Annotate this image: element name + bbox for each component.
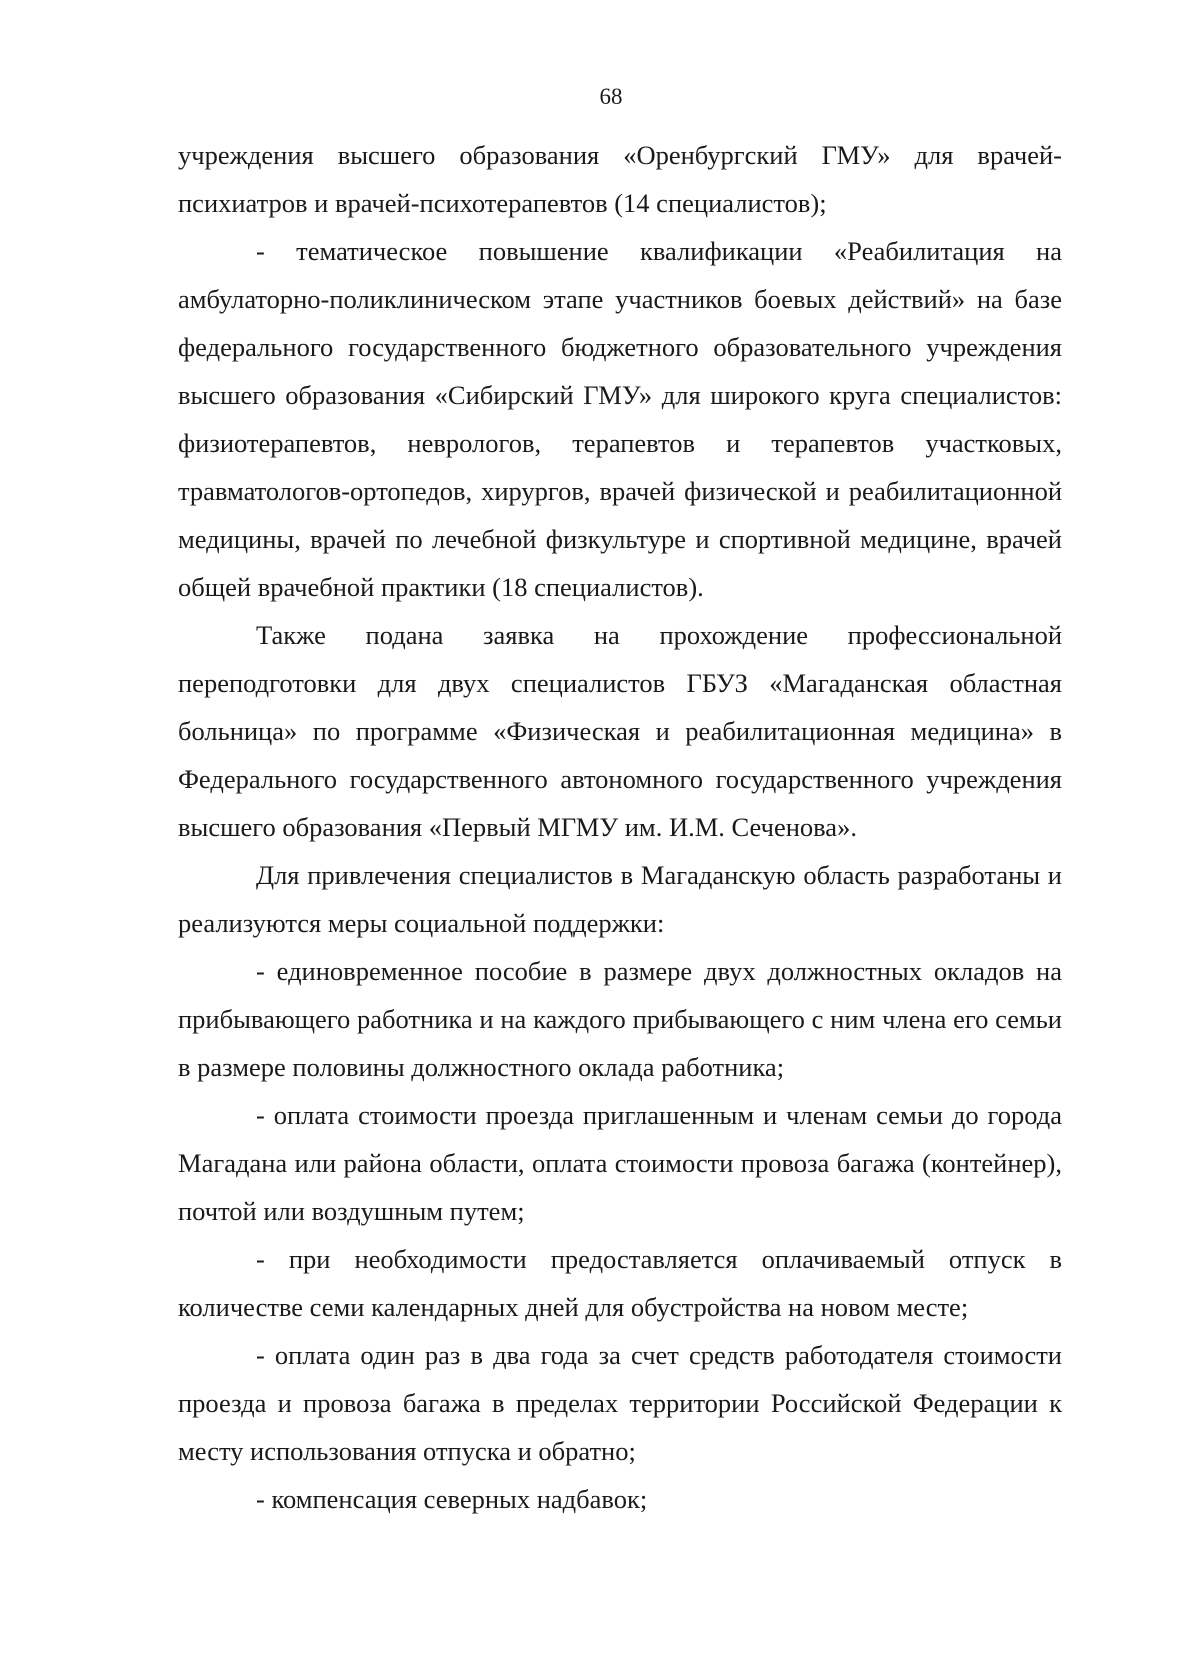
list-item-thematic-training: - тематическое повышение квалификации «Реабилитация на амбулаторно-поликлиническом этапе участников боевых действий» на базе федерального государственного бюджетного образовательного учреждения высшего образования «Сибирский ГМУ» для широкого круга специалистов: физиотерапевтов, неврологов, терапевтов и терапевтов участковых, травматологов-ортопедов, хирургов, врачей физической и реабилитационной медицины, врачей по лечебной физкультуре и спортивной медицине, врачей общей врачебной практики (18 специалистов). (178, 236, 1062, 602)
list-item-vacation-travel: - оплата один раз в два года за счет средств работодателя стоимости проезда и провоза багажа в пределах территории Российской Федерации к месту использования отпуска и обратно; (178, 1340, 1062, 1466)
list-item-northern-allowance: - компенсация северных надбавок; (256, 1484, 648, 1514)
paragraph-retraining-application: Также подана заявка на прохождение профессиональной переподготовки для двух специалистов ГБУЗ «Магаданская областная больница» по программе «Физическая и реабилитационная медицина» в Федерального государственного автономного государственного учреждения высшего образования «Первый МГМУ им. И.М. Сеченова». (178, 620, 1062, 842)
list-item-travel-payment: - оплата стоимости проезда приглашенным и членам семьи до города Магадана или района области, оплата стоимости провоза багажа (контейнер), почтой или воздушным путем; (178, 1100, 1062, 1226)
paragraph-continuation: учреждения высшего образования «Оренбургский ГМУ» для врачей-психиатров и врачей-психотерапевтов (14 специалистов); (178, 140, 1062, 218)
list-item-paid-leave: - при необходимости предоставляется оплачиваемый отпуск в количестве семи календарных дней для обустройства на новом месте; (178, 1244, 1062, 1322)
page-number: 68 (599, 84, 623, 109)
document-body (178, 131, 1062, 1523)
paragraph-support-measures-intro: Для привлечения специалистов в Магаданскую область разработаны и реализуются меры социальной поддержки: (178, 860, 1062, 938)
list-item-lump-sum-allowance: - единовременное пособие в размере двух должностных окладов на прибывающего работника и на каждого прибывающего с ним члена его семьи в размере половины должностного оклада работника; (178, 956, 1062, 1082)
